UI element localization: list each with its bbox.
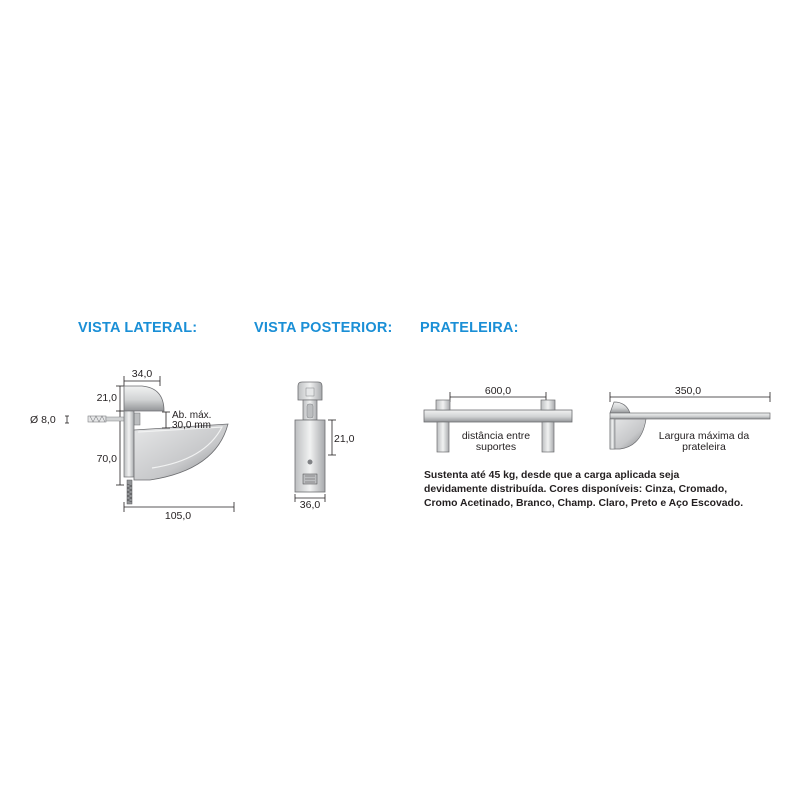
rear-slot <box>307 404 313 418</box>
side-view-group <box>30 368 234 522</box>
shelf-board-side <box>610 413 770 419</box>
rear-view-group <box>295 382 355 511</box>
side-bracket-dome <box>610 402 630 413</box>
shelf-span-label: 600,0 <box>484 385 512 397</box>
side-bottom-height-label: 70,0 <box>96 453 117 465</box>
side-bracket-arm <box>610 419 646 449</box>
bracket-right-body <box>542 422 554 452</box>
product-description <box>424 469 784 511</box>
lower-arm <box>134 424 228 480</box>
description-line3: Cromo Acetinado, Branco, Champ. Claro, Preto e Aço Escovado. <box>424 498 744 509</box>
opening-label-line1: Ab. máx. <box>172 410 212 421</box>
rear-height-label: 21,0 <box>334 433 355 445</box>
shelf-span-desc-line1: distância entre <box>461 430 531 442</box>
shelf-span-desc-line2: suportes <box>475 441 517 453</box>
shelf-depth-label: 350,0 <box>674 385 702 397</box>
description-line1: Sustenta até 45 kg, desde que a carga aplicada seja <box>424 470 680 481</box>
side-top-height-label: 21,0 <box>96 392 117 404</box>
shelf-board-front <box>424 410 572 422</box>
diameter-label: Ø 8,0 <box>30 414 56 426</box>
shelf-side-group <box>610 385 770 453</box>
back-plate <box>124 411 134 477</box>
shelf-front-group <box>424 385 572 453</box>
opening-label-line2: 30,0 mm <box>172 420 211 431</box>
bracket-left-cap <box>436 400 450 410</box>
upper-jaw <box>124 386 164 411</box>
heading-vista-lateral: VISTA LATERAL: <box>78 320 198 336</box>
side-bottom-width-label: 105,0 <box>164 510 192 522</box>
rear-width-label: 36,0 <box>299 499 321 511</box>
description-line2: devidamente distribuída. Cores disponíveis: Cinza, Cromado, <box>424 484 728 495</box>
bracket-right-cap <box>541 400 555 410</box>
heading-prateleira: PRATELEIRA: <box>420 320 519 336</box>
heading-vista-posterior: VISTA POSTERIOR: <box>254 320 393 336</box>
bolt-head <box>134 413 140 425</box>
bracket-left-body <box>437 422 449 452</box>
shelf-depth-desc-line2: prateleira <box>682 441 726 453</box>
shelf-depth-desc-line1: Largura máxima da <box>658 430 750 442</box>
side-top-width-label: 34,0 <box>131 368 153 380</box>
